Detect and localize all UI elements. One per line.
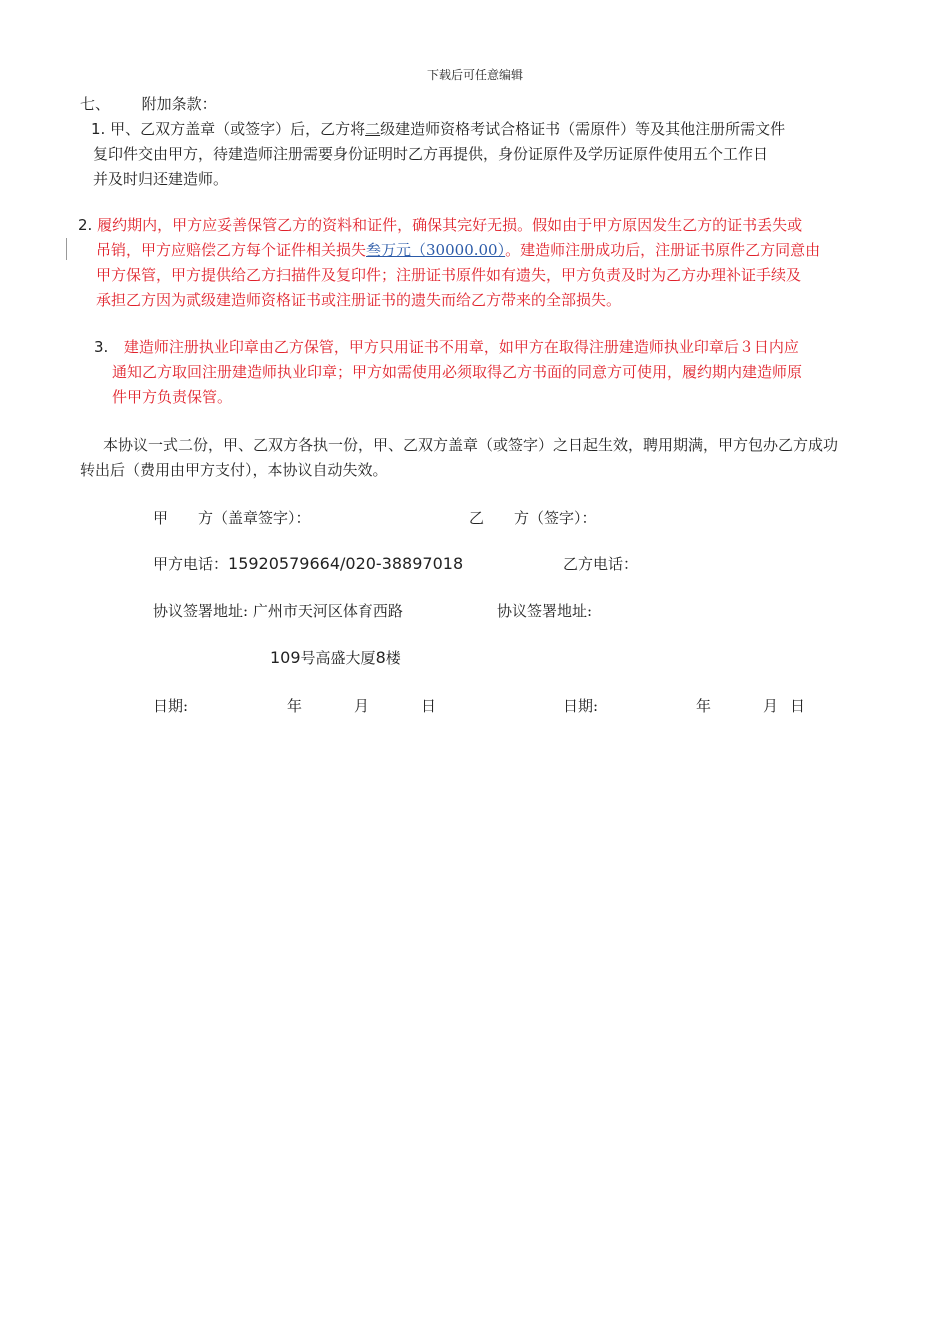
party-a-address-value: 广州市天河区体育西路 <box>252 602 403 620</box>
party-b-date-month: 月 <box>763 697 779 715</box>
clause-2-line-2: 吊销，甲方应赔偿乙方每个证件相关损失叁万元（30000.00）。建造师注册成功后，注册证书原件乙方同意由 <box>96 241 821 259</box>
clause-3-number: 3. <box>94 338 109 356</box>
agreement-line-2: 转出后（费用由甲方支付），本协议自动失效。 <box>80 461 388 479</box>
party-b-date-day: 日 <box>790 697 806 715</box>
clause-2-line-3: 甲方保管，甲方提供给乙方扫描件及复印件；注册证书原件如有遗失，甲方负责及时为乙方办理补证手续及 <box>96 266 802 284</box>
clause-2-number: 2. <box>78 216 93 234</box>
section-heading <box>80 93 217 114</box>
party-a-phone-value: 15920579664/020-38897018 <box>228 554 464 573</box>
clause-1-line-2: 复印件交由甲方，待建造师注册需要身份证明时乙方再提供，身份证原件及学历证原件使用五个工作日 <box>93 145 769 163</box>
clause-2-line-1: 2. 履约期内，甲方应妥善保管乙方的资料和证件，确保其完好无损。假如由于甲方原因发生乙方的证书丢失或 <box>78 216 803 234</box>
clause-2-line-4: 承担乙方因为贰级建造师资格证书或注册证书的遗失而给乙方带来的全部损失。 <box>96 291 622 309</box>
clause-3-line-3: 件甲方负责保管。 <box>112 388 233 406</box>
party-a-phone-label: 甲方电话： <box>153 555 229 573</box>
page-header: 下载后可任意编辑 <box>426 68 523 82</box>
section-title: 附加条款： <box>141 95 217 113</box>
section-number: 七、 <box>80 95 111 113</box>
clause-1-line-1: 1. 甲、乙双方盖章（或签字）后，乙方将二级建造师资格考试合格证书（需原件）等及其他注册所需文件 <box>91 120 786 138</box>
party-a-address-label: 协议签署地址: <box>153 602 249 620</box>
clause-1-line-3: 并及时归还建造师。 <box>93 170 229 188</box>
compensation-amount: 叁万元（30000.00） <box>366 241 506 259</box>
clause-1-number: 1. <box>91 120 106 138</box>
party-a-address-line-2: 109号高盛大厦8楼 <box>270 648 401 667</box>
revision-margin-bar <box>66 238 67 260</box>
party-a-date-label: 日期: <box>153 697 189 715</box>
party-a-date-year: 年 <box>287 697 303 715</box>
clause-1-grade: 二 <box>365 120 381 138</box>
party-a-date-month: 月 <box>354 697 370 715</box>
party-a-address <box>153 600 403 621</box>
party-b-date-label: 日期: <box>563 697 599 715</box>
party-b-address-label: 协议签署地址: <box>497 602 593 620</box>
party-a-signature-label: 甲 方（盖章签字）： <box>153 509 311 527</box>
clause-3-line-1: 3. 建造师注册执业印章由乙方保管，甲方只用证书不用章，如甲方在取得注册建造师执业印章后３日内应 <box>94 338 799 356</box>
party-b-phone-label: 乙方电话： <box>563 555 639 573</box>
party-b-signature-label: 乙 方（签字）： <box>469 509 597 527</box>
party-b-date-year: 年 <box>696 697 712 715</box>
agreement-line-1: 本协议一式二份，甲、乙双方各执一份，甲、乙双方盖章（或签字）之日起生效，聘用期满，甲方包办乙方成功 <box>103 436 839 454</box>
party-a-phone <box>153 553 463 574</box>
clause-3-line-2: 通知乙方取回注册建造师执业印章；甲方如需使用必须取得乙方书面的同意方可使用，履约期内建造师原 <box>112 363 803 381</box>
party-a-date-day: 日 <box>421 697 437 715</box>
